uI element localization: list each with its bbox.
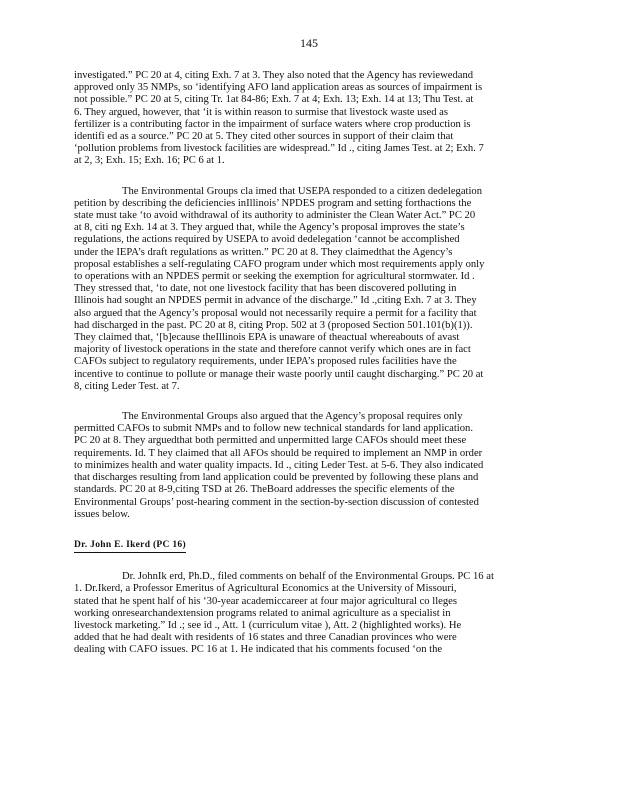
text-line: Dr. JohnIk erd, Ph.D., filed comments on behalf of the Environmental Groups. PC 16 at <box>122 571 494 583</box>
text-line: 6. They argued, however, that ‘it is within reason to surmise that livestock waste used as <box>74 106 449 118</box>
paragraph-ikerd <box>74 571 542 656</box>
text-line: They stressed that, ‘to date, not one livestock facility that has been discovered polluting in <box>74 283 457 295</box>
text-line: requirements. Id. T hey claimed that all AFOs should be required to implement an NMP in order <box>74 447 483 459</box>
section-heading: Dr. John E. Ikerd (PC 16) <box>74 539 186 553</box>
text-line: state must take ‘to avoid withdrawal of its authority to administer the Clean Water Act.” PC 20 <box>74 210 476 222</box>
text-line: proposal establishes a self-regulating CAFO program under which most requirements apply only <box>74 258 485 270</box>
text-line: approved only 35 NMPs, so ‘identifying AFO land application areas as sources of impairment is <box>74 82 483 94</box>
text-line: at 8, citi ng Exh. 14 at 3. They argued that, while the Agency’s proposal improves the state’s <box>74 222 465 234</box>
paragraph-gap <box>74 553 542 571</box>
text-line: also argued that the Agency’s proposal would not necessarily require a permit for a facility that <box>74 307 477 319</box>
text-line: majority of livestock operations in the state and therefore cannot verify which ones are in fact <box>74 344 471 356</box>
section-heading-wrapper <box>74 539 542 553</box>
text-line: fertilizer is a contributing factor in the impairment of surface waters where crop production is <box>74 118 471 130</box>
text-line: working onresearchandextension programs related to animal agriculture as a specialist in <box>74 607 451 619</box>
paragraph-dedelegation <box>74 186 542 393</box>
text-line: stated that he spent half of his ‘30-year academiccareer at four major agricultural co lleges <box>74 595 457 607</box>
text-line: Illinois had sought an NPDES permit in advance of the discharge.” Id .,citing Exh. 7 at 3. They <box>74 295 477 307</box>
text-line: added that he had dealt with residents of 16 states and three Canadian provinces who were <box>74 632 457 644</box>
text-line: ‘pollution problems from livestock facilities are widespread.” Id ., citing James Test. at 2; Exh. 7 <box>74 143 484 155</box>
document-body <box>74 70 542 657</box>
text-line: petition by describing the deficiencies inIllinois’ NPDES program and setting forthactions the <box>74 197 472 209</box>
paragraph-gap <box>74 168 542 186</box>
text-line: that discharges resulting from land application could be prevented by following these plans and <box>74 472 479 484</box>
text-line: investigated.” PC 20 at 4, citing Exh. 7 at 3. They also noted that the Agency has reviewedand <box>74 70 474 81</box>
paragraph-gap <box>74 393 542 411</box>
text-line: permitted CAFOs to submit NMPs and to follow new technical standards for land application. <box>74 423 473 435</box>
paragraph-nmp-requirements <box>74 411 542 521</box>
text-line: to operations with an NPDES permit or seeking the exemption for agricultural stormwater. Id . <box>74 271 475 283</box>
text-line: incentive to continue to pollute or manage their waste poorly until caught discharging.” PC 20 at <box>74 368 484 380</box>
text-line: regulations, the actions required by USEPA to avoid dedelegation ‘cannot be accomplished <box>74 234 460 246</box>
text-line: CAFOs subject to regulatory requirements, under IEPA’s proposed rules facilities have the <box>74 356 457 368</box>
text-line: standards. PC 20 at 8-9,citing TSD at 26. TheBoard addresses the specific elements of the <box>74 484 455 496</box>
text-line: livestock marketing.” Id .; see id ., Att. 1 (curriculum vitae ), Att. 2 (highlighted works). He <box>74 619 462 631</box>
text-line: The Environmental Groups cla imed that USEPA responded to a citizen dedelegation <box>122 185 483 197</box>
text-line: The Environmental Groups also argued that the Agency’s proposal requires only <box>122 411 463 423</box>
text-line: 8, citing Leder Test. at 7. <box>74 380 180 392</box>
text-line: at 2, 3; Exh. 15; Exh. 16; PC 6 at 1. <box>74 155 225 167</box>
text-line: not possible.” PC 20 at 5, citing Tr. 1at 84-86; Exh. 7 at 4; Exh. 13; Exh. 14 at 13; Thu Test. at <box>74 94 474 106</box>
text-line: dealing with CAFO issues. PC 16 at 1. He indicated that his comments focused ‘on the <box>74 644 443 656</box>
text-line: identifi ed as a source.” PC 20 at 5. They cited other sources in support of their claim that <box>74 131 454 143</box>
page-number: 145 <box>300 36 318 50</box>
paragraph-gap <box>74 521 542 539</box>
text-line: Environmental Groups’ post-hearing comment in the section-by-section discussion of contested <box>74 496 479 508</box>
paragraph-continuation <box>74 70 542 168</box>
text-line: PC 20 at 8. They arguedthat both permitted and unpermitted large CAFOs should meet these <box>74 435 467 447</box>
text-line: to minimizes health and water quality impacts. Id ., citing Leder Test. at 5-6. They also indicated <box>74 459 484 471</box>
text-line: 1. Dr.Ikerd, a Professor Emeritus of Agricultural Economics at the University of Missouri, <box>74 583 457 595</box>
text-line: had discharged in the past. PC 20 at 8, citing Prop. 502 at 3 (proposed Section 501.101(b)(1)). <box>74 319 473 331</box>
text-line: issues below. <box>74 508 130 520</box>
text-line: under the IEPA’s draft regulations as written.” PC 20 at 8. They claimedthat the Agency’s <box>74 246 453 258</box>
text-line: They claimed that, ‘[b]ecause theIllinois EPA is unaware of theactual whereabouts of avast <box>74 332 460 344</box>
